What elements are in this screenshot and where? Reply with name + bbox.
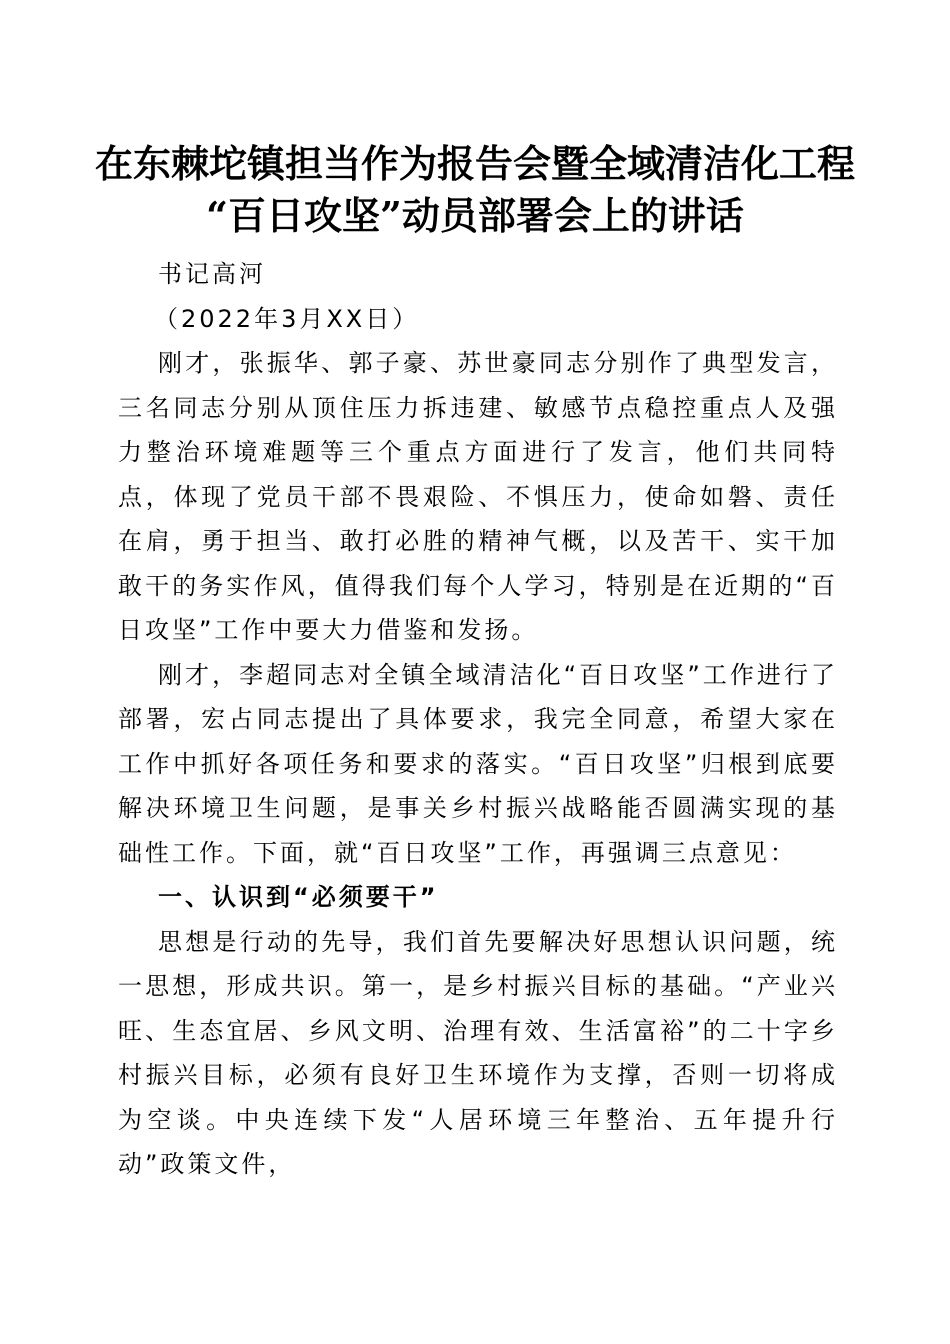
title-line-1: 在东棘坨镇担当作为报告会暨全域清洁化工程: [94, 141, 855, 186]
paragraph-1: 刚才，张振华、郭子豪、苏世豪同志分别作了典型发言，三名同志分别从顶住压力拆违建、敏感节点稳控重点人及强力整治环境难题等三个重点方面进行了发言，他们共同特点，体现了党员干部不畏艰险、不惧压力，使命如磐、责任在肩，勇于担当、敢打必胜的精神气概，以及苦干、实干加敢干的务实作风，值得我们每个人学习，特别是在近期的“百日攻坚”工作中要大力借鉴和发扬。: [118, 349, 838, 644]
speech-date: （2022年3月XX日）: [154, 304, 420, 333]
section-1-paragraph: 思想是行动的先导，我们首先要解决好思想认识问题，统一思想，形成共识。第一，是乡村振兴目标的基础。“产业兴旺、生态宜居、乡风文明、治理有效、生活富裕”的二十字乡村振兴目标，必须有良好卫生环境作为支撑，否则一切将成为空谈。中央连续下发“人居环境三年整治、五年提升行动”政策文件，: [118, 927, 838, 1178]
document-body: [118, 252, 838, 1187]
section-heading-1: 一、认识到“必须要干”: [158, 883, 439, 911]
document-title: [60, 138, 890, 242]
paragraph-2: 刚才，李超同志对全镇全域清洁化“百日攻坚”工作进行了部署，宏占同志提出了具体要求，我完全同意，希望大家在工作中抓好各项任务和要求的落实。“百日攻坚”归根到底要解决环境卫生问题，是事关乡村振兴战略能否圆满实现的基础性工作。下面，就“百日攻坚”工作，再强调三点意见：: [118, 660, 838, 867]
speaker-byline: 书记高河: [158, 260, 266, 288]
title-line-2: “百日攻坚”动员部署会上的讲话: [206, 193, 744, 238]
